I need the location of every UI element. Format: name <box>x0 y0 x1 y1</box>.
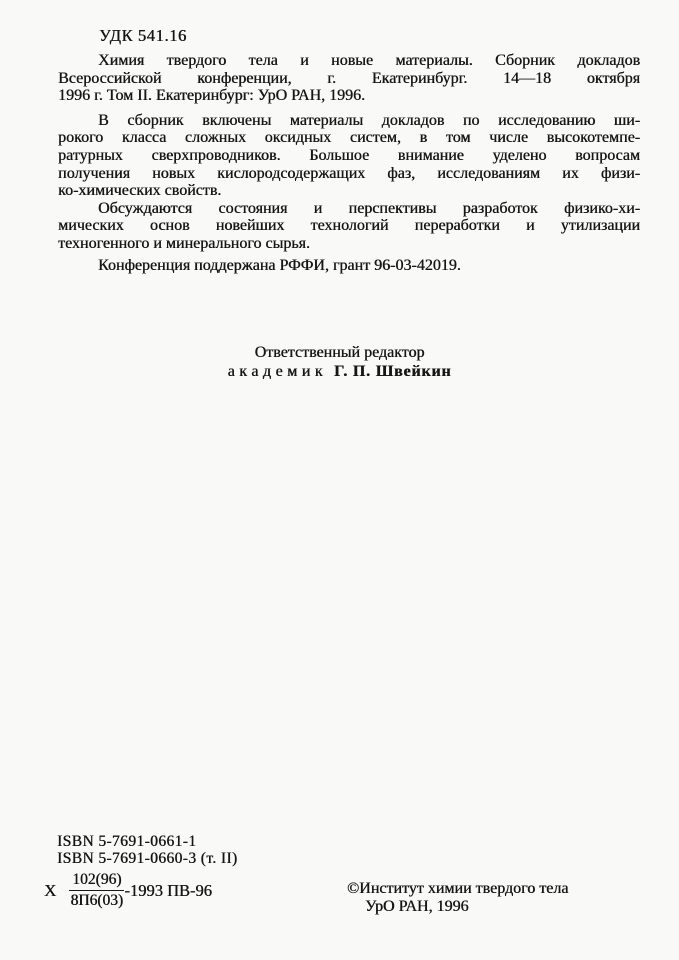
text-line: Химия твердого тела и новые материалы. Сборник докладов <box>98 52 640 69</box>
isbn-line-1: ISBN 5-7691-0661-1 <box>57 833 197 850</box>
paragraph-2 <box>58 112 640 200</box>
text-line: ратурных сверхпроводников. Большое внимание уделено вопросам <box>58 146 640 164</box>
editor-block <box>0 344 679 381</box>
text-line: Всероссийской конференции, г. Екатеринбург. 14—18 октября <box>58 69 640 87</box>
editor-title: академик <box>227 362 327 380</box>
text-line: 1996 г. Том II. Екатеринбург: УрО РАН, 1996. <box>58 87 365 105</box>
udc-number: УДК 541.16 <box>99 26 187 45</box>
editor-role: Ответственный редактор <box>254 344 425 361</box>
text-line: В сборник включены материалы докладов по исследованию ши- <box>98 111 640 129</box>
paragraph-4 <box>58 257 640 275</box>
catalog-denominator: 8П6(03) <box>70 892 124 909</box>
text-line: получения новых кислородсодержащих фаз, исследованиям их физи- <box>58 164 640 182</box>
isbn-line-2: ISBN 5-7691-0660-3 (т. II) <box>57 849 238 867</box>
paragraph-1 <box>58 52 640 105</box>
copyright-line-1: ©Институт химии твердого тела <box>347 880 569 897</box>
catalog-suffix: -1993 ПВ-96 <box>124 880 212 900</box>
text-line: Обсуждаются состояния и перспективы разработок физико-хи- <box>98 199 640 217</box>
catalog-code <box>44 871 212 910</box>
text-line: рокого класса сложных оксидных систем, в том числе высокотемпе- <box>58 129 640 147</box>
paragraph-3 <box>58 200 640 253</box>
copyright-block <box>347 880 568 915</box>
catalog-prefix: Х <box>44 880 57 900</box>
text-line: мических основ новейших технологий переработки и утилизации <box>58 217 640 235</box>
text-line: техногенного и минерального сырья. <box>58 234 310 252</box>
catalog-numerator: 102(96) <box>69 871 124 891</box>
editor-name: Г. П. Швейкин <box>334 362 452 380</box>
text-line: Конференция поддержана РФФИ, грант 96-03-42019. <box>98 256 461 274</box>
copyright-line-2: УрО РАН, 1996 <box>365 897 469 915</box>
catalog-fraction <box>69 871 124 910</box>
editor-name-line <box>0 363 679 382</box>
isbn-block <box>57 834 237 867</box>
abstract-block <box>58 52 640 274</box>
text-line: ко-химических свойств. <box>58 182 222 200</box>
